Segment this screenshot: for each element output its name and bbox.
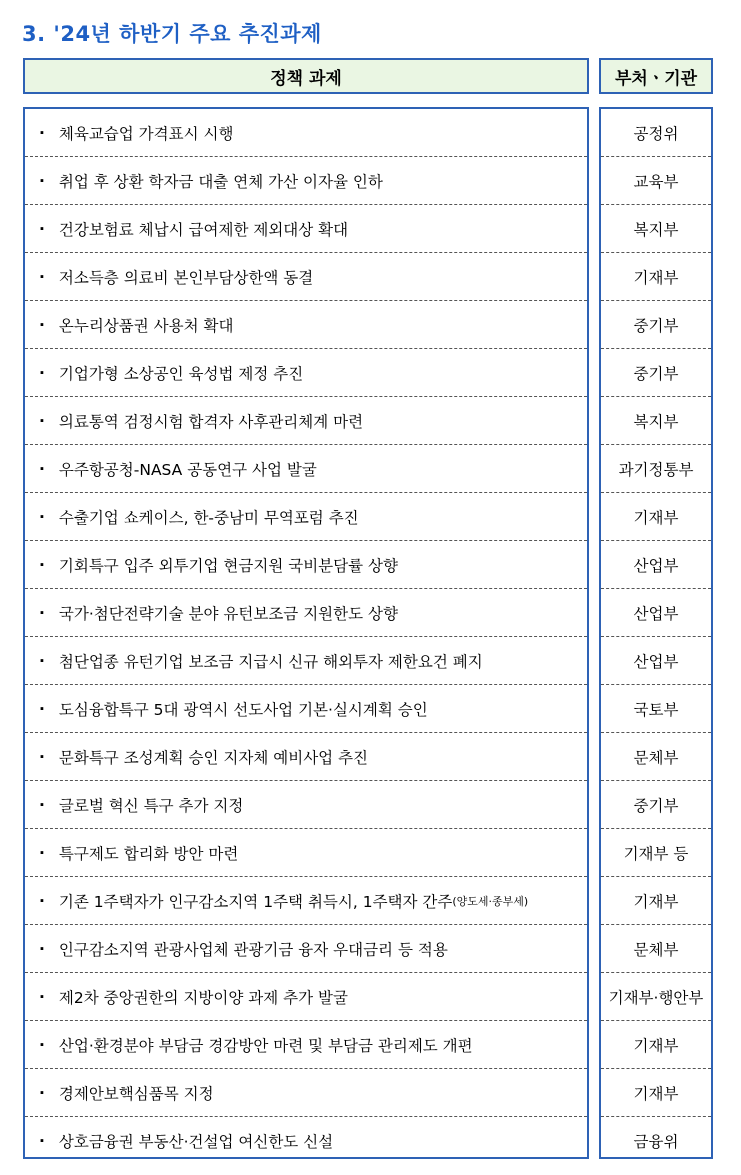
task-text: 첨단업종 유턴기업 보조금 지급시 신규 해외투자 제한요건 폐지 (58, 652, 483, 671)
task-text: 경제안보핵심품목 지정 (58, 1084, 214, 1103)
task-text: 저소득층 의료비 본인부담상한액 동결 (58, 268, 314, 287)
task-text: 특구제도 합리화 방안 마련 (58, 844, 239, 863)
task-text: 건강보험료 체납시 급여제한 제외대상 확대 (58, 220, 349, 239)
task-row (25, 829, 587, 877)
task-text: 체육교습업 가격표시 시행 (58, 124, 234, 143)
task-row (25, 925, 587, 973)
task-text: 온누리상품권 사용처 확대 (58, 316, 234, 335)
task-row (25, 349, 587, 397)
task-row (25, 685, 587, 733)
bullet-marker: · (39, 987, 45, 1006)
task-row (25, 301, 587, 349)
dept-cell: 국토부 (601, 685, 711, 733)
dept-cell: 금융위 (633, 1133, 679, 1151)
task-row (25, 541, 587, 589)
task-row (25, 253, 587, 301)
task-row (25, 1069, 587, 1117)
bullet-marker: · (39, 363, 45, 382)
dept-cell: 문체부 (601, 925, 711, 973)
dept-cell: 중기부 (601, 349, 711, 397)
dept-cell: 기재부·행안부 (601, 973, 711, 1021)
task-row (25, 157, 587, 205)
bullet-marker: · (39, 1035, 45, 1054)
dept-cell: 기재부 (601, 877, 711, 925)
bullet-marker: · (39, 123, 45, 142)
dept-cell: 중기부 (601, 781, 711, 829)
dept-cell: 기재부 (601, 493, 711, 541)
task-text: 기존 1주택자가 인구감소지역 1주택 취득시, 1주택자 간주 (58, 892, 453, 911)
task-row (25, 205, 587, 253)
bullet-marker: · (39, 1083, 45, 1102)
task-list (23, 107, 589, 1159)
task-row (25, 493, 587, 541)
bullet-marker: · (39, 411, 45, 430)
task-row (25, 109, 587, 157)
dept-cell: 산업부 (601, 541, 711, 589)
task-row (25, 445, 587, 493)
dept-cell: 산업부 (601, 637, 711, 685)
task-row (25, 973, 587, 1021)
bullet-marker: · (39, 267, 45, 286)
dept-cell: 공정위 (601, 109, 711, 157)
dept-cell: 기재부 등 (601, 829, 711, 877)
task-row (25, 637, 587, 685)
dept-list (599, 107, 713, 1159)
bullet-marker: · (39, 939, 45, 958)
task-note: (양도세·종부세) (452, 894, 529, 908)
task-text: 우주항공청-NASA 공동연구 사업 발굴 (58, 460, 317, 479)
task-text: 제2차 중앙권한의 지방이양 과제 추가 발굴 (58, 988, 348, 1007)
dept-cell: 기재부 (601, 253, 711, 301)
task-text: 도심융합특구 5대 광역시 선도사업 기본·실시계획 승인 (58, 700, 428, 719)
task-text: 국가·첨단전략기술 분야 유턴보조금 지원한도 상향 (58, 604, 398, 623)
dept-cell: 복지부 (601, 397, 711, 445)
dept-cell: 기재부 (601, 1069, 711, 1117)
bullet-marker: · (39, 555, 45, 574)
bullet-marker: · (39, 603, 45, 622)
bullet-marker: · (39, 459, 45, 478)
task-text: 상호금융권 부동산·건설업 여신한도 신설 (58, 1133, 334, 1151)
task-row (25, 1021, 587, 1069)
task-text: 문화특구 조성계획 승인 지자체 예비사업 추진 (58, 748, 369, 767)
bullet-marker: · (39, 315, 45, 334)
column-header-dept: 부처ㆍ기관 (599, 58, 713, 94)
task-text: 수출기업 쇼케이스, 한-중남미 무역포럼 추진 (58, 508, 359, 527)
dept-cell: 교육부 (601, 157, 711, 205)
task-text: 기업가형 소상공인 육성법 제정 추진 (58, 364, 304, 383)
page-title: 3. '24년 하반기 주요 추진과제 (22, 22, 322, 46)
dept-cell: 중기부 (601, 301, 711, 349)
task-row (25, 733, 587, 781)
task-text: 기회특구 입주 외투기업 현금지원 국비분담률 상향 (58, 556, 398, 575)
column-header-task: 정책 과제 (23, 58, 589, 94)
task-text: 인구감소지역 관광사업체 관광기금 융자 우대금리 등 적용 (58, 940, 448, 959)
task-text: 취업 후 상환 학자금 대출 연체 가산 이자율 인하 (58, 172, 383, 191)
bullet-marker: · (39, 171, 45, 190)
dept-cell: 기재부 (601, 1021, 711, 1069)
bullet-marker: · (39, 891, 45, 910)
bullet-marker: · (39, 219, 45, 238)
task-row (25, 877, 587, 925)
bullet-marker: · (39, 699, 45, 718)
task-row (25, 589, 587, 637)
bullet-marker: · (39, 747, 45, 766)
dept-cell: 복지부 (601, 205, 711, 253)
task-text: 의료통역 검정시험 합격자 사후관리체계 마련 (58, 412, 364, 431)
dept-cell: 과기정통부 (601, 445, 711, 493)
bullet-marker: · (39, 795, 45, 814)
task-text: 글로벌 혁신 특구 추가 지정 (58, 796, 244, 815)
bullet-marker: · (39, 651, 45, 670)
bullet-marker: · (39, 507, 45, 526)
task-text: 산업·환경분야 부담금 경감방안 마련 및 부담금 관리제도 개편 (58, 1036, 473, 1055)
bullet-marker: · (39, 843, 45, 862)
task-row (25, 1117, 587, 1165)
task-row (25, 781, 587, 829)
task-row (25, 397, 587, 445)
bullet-marker: · (39, 1132, 45, 1150)
dept-cell: 문체부 (601, 733, 711, 781)
dept-cell: 산업부 (601, 589, 711, 637)
